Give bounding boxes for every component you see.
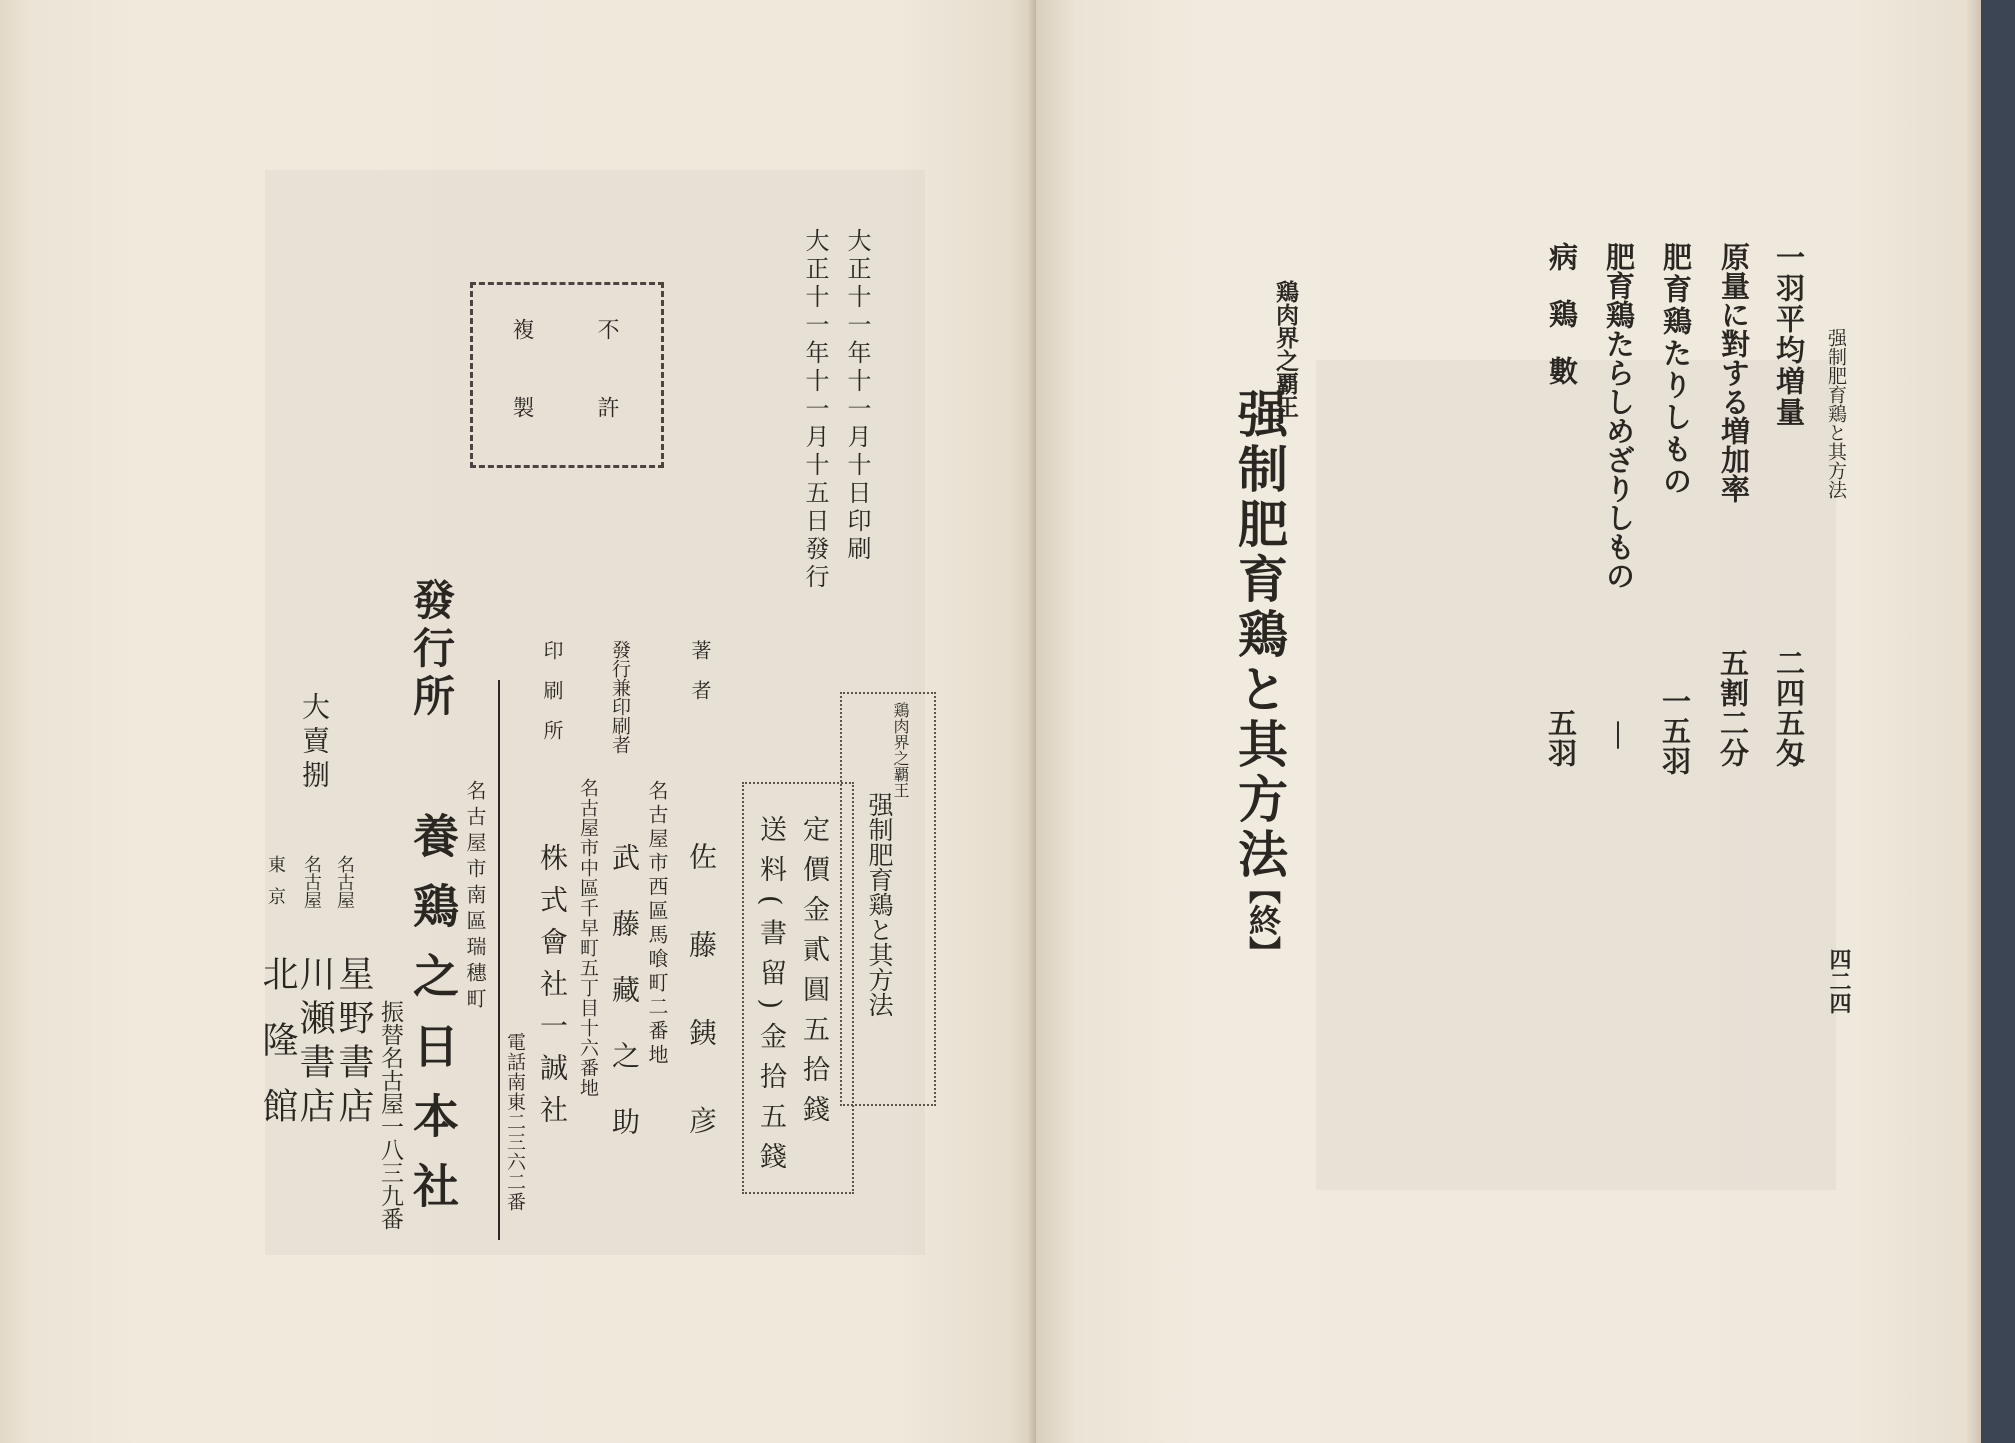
print-date: 大正十一年十一月十日印刷 xyxy=(843,228,871,564)
printing-office-address: 名古屋市中區千早町五丁目十六番地 xyxy=(577,778,599,1098)
stamp-text-1: 不許 xyxy=(594,318,619,474)
postage: 送料(書留)金拾五錢 xyxy=(755,815,786,1183)
publisher-printer-address: 名古屋市西區馬喰町二番地 xyxy=(645,780,669,1068)
divider-line xyxy=(498,680,500,1240)
distributors-label: 大賣捌 xyxy=(298,692,331,794)
stat-label-3: 肥育鶏たりしもの xyxy=(1659,242,1693,498)
stat-value-3: 一五羽 xyxy=(1658,686,1692,776)
list-price: 定價金貳圓五拾錢 xyxy=(798,815,829,1135)
title-label: 强制肥育鶏と其方法 xyxy=(865,792,894,1017)
show-through-text-right xyxy=(1316,360,1836,1190)
publisher-printer-label: 發行兼印刷者 xyxy=(609,640,631,754)
stat-label-1: 一羽平均増量 xyxy=(1772,242,1806,428)
distributor-name-2: 川瀬書店 xyxy=(294,955,335,1131)
stat-label-2: 原量に對する増加率 xyxy=(1717,242,1751,503)
publisher-printer-name: 武藤藏之助 xyxy=(608,843,641,1173)
stat-value-1: 二四五匁 xyxy=(1772,648,1806,768)
stamp-text-2: 複製 xyxy=(509,318,534,474)
stat-value-5: 五羽 xyxy=(1544,708,1578,768)
copyright-stamp xyxy=(470,282,664,468)
author-name: 佐藤銕彦 xyxy=(685,842,718,1194)
hakko-furikae: 振替名古屋一八三九番 xyxy=(377,1000,403,1230)
hakko-name: 養鶏之日本社 xyxy=(406,812,460,1232)
running-head: 强制肥育鶏と其方法 xyxy=(1825,328,1847,499)
hakko-address: 名古屋市南區瑞穗町 xyxy=(463,780,487,1014)
stat-label-5: 病鶏數 xyxy=(1545,242,1579,413)
distributor-city-2: 名古屋 xyxy=(301,855,322,909)
printing-office-name: 株式會社一誠社 xyxy=(536,843,569,1137)
hakko-label: 發行所 xyxy=(407,578,456,722)
printing-office-label: 印刷所 xyxy=(540,640,564,760)
end-mark: 【終】 xyxy=(1244,872,1282,968)
final-text-page xyxy=(1036,0,1981,1443)
hakko-phone: 電話南東二三六二番 xyxy=(504,1032,526,1212)
publish-date: 大正十一年十一月十五日發行 xyxy=(801,228,829,592)
colophon-title: 强制肥育鶏と其方法 xyxy=(1230,388,1289,883)
title-label-prefix: 鶏肉界之覇王 xyxy=(891,702,910,798)
distributor-name-1: 星野書店 xyxy=(333,955,374,1131)
stat-value-4: — xyxy=(1602,720,1637,750)
stat-label-4: 肥育鶏たらしめざりしもの xyxy=(1602,242,1636,590)
page-number: 四二四 xyxy=(1826,948,1852,1014)
distributor-city-1: 名古屋 xyxy=(334,855,355,909)
distributor-city-3: 東京 xyxy=(265,855,286,919)
stat-value-2: 五割二分 xyxy=(1716,648,1750,768)
author-label: 著者 xyxy=(688,640,712,720)
colophon-title-prefix: 鶏肉界之覇王 xyxy=(1272,280,1299,418)
distributor-name-3: 北隆館 xyxy=(257,955,298,1153)
